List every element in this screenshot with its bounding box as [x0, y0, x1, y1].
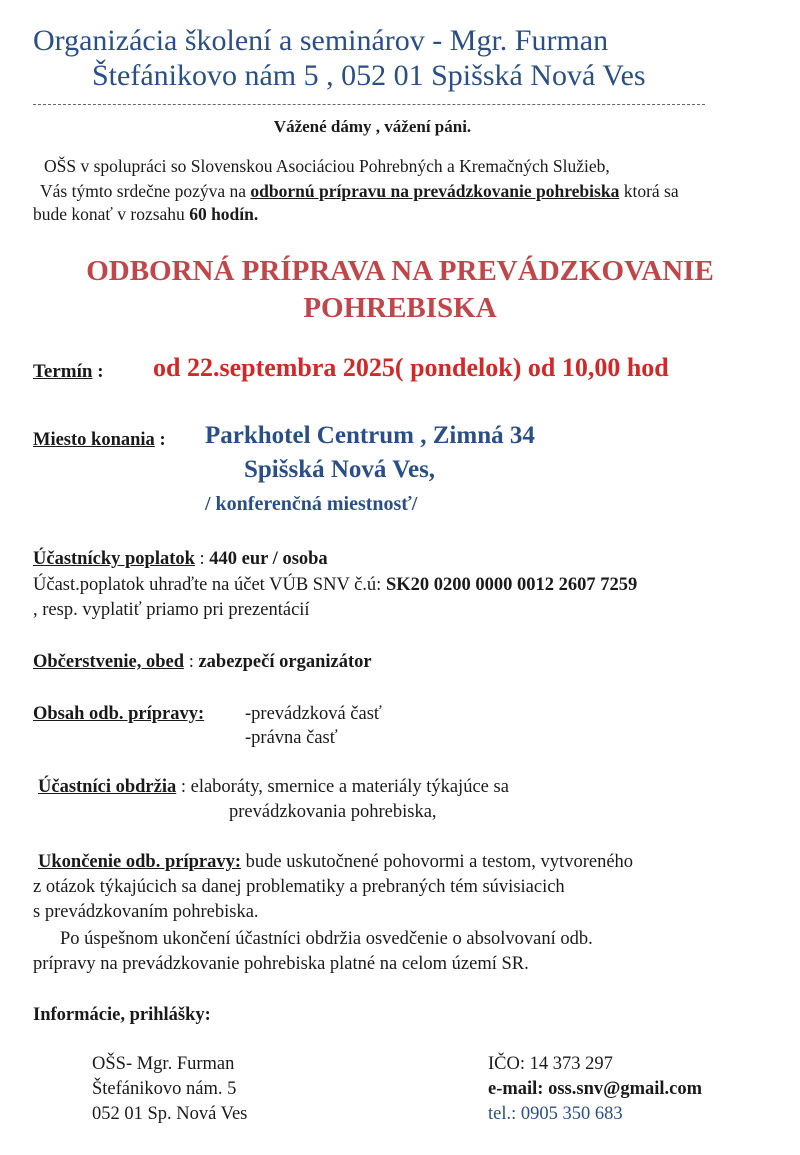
- venue-sep: :: [159, 430, 166, 450]
- header-divider: [33, 104, 705, 105]
- info-email[interactable]: e-mail: oss.snv@gmail.com: [488, 1079, 703, 1099]
- info-phone[interactable]: tel.: 0905 350 683: [488, 1104, 623, 1124]
- completion-line-5: prípravy na prevádzkovanie pohrebiska platné na celom území SR.: [33, 954, 529, 974]
- participants-line-1: : elaboráty, smernice a materiály týkajúce sa: [176, 777, 509, 797]
- participants-label: Účastníci obdržia: [38, 777, 177, 797]
- header-line-2: Štefánikovo nám 5 , 052 01 Spišská Nová Ves: [92, 59, 646, 92]
- venue-line-1: Parkhotel Centrum , Zimná 34: [205, 422, 535, 449]
- participants-line-2: prevádzkovania pohrebiska,: [229, 802, 437, 822]
- fee-iban: SK20 0200 0000 0012 2607 7259: [385, 575, 638, 595]
- refreshment-label: Občerstvenie, obed: [33, 652, 185, 672]
- completion-label: Ukončenie odb. prípravy:: [38, 852, 242, 872]
- content-item: -právna časť: [245, 728, 338, 748]
- term-sep: :: [97, 361, 104, 382]
- fee-payment-text: Účast.poplatok uhraďte na účet VÚB SNV č.ú:: [33, 575, 386, 595]
- participants-row: [38, 775, 509, 799]
- fee-sep: :: [194, 549, 210, 569]
- greeting: Vážené dámy , vážení páni.: [273, 117, 472, 136]
- header-line-1: Organizácia školení a seminárov - Mgr. Furman: [33, 24, 609, 57]
- info-ico: IČO: 14 373 297: [488, 1054, 613, 1074]
- completion-line-2: z otázok týkajúcich sa danej problematiky a prebraných tém súvisiacich: [33, 877, 565, 897]
- refreshment-value: zabezpečí organizátor: [198, 652, 372, 672]
- venue-label: Miesto konania: [33, 430, 155, 450]
- info-address-line: 052 01 Sp. Nová Ves: [92, 1104, 248, 1124]
- intro-line-1: OŠS v spolupráci so Slovenskou Asociáciou Pohrebných a Kremačných Služieb,: [44, 156, 610, 176]
- venue-line-3: / konferenčná miestnosť/: [205, 493, 418, 515]
- info-address-line: OŠS- Mgr. Furman: [92, 1054, 235, 1074]
- fee-value: 440 eur / osoba: [209, 549, 328, 569]
- intro-course-name: odbornú prípravu na prevádzkovanie pohrebiska: [250, 181, 620, 201]
- course-title-line-2: POHREBISKA: [303, 292, 497, 324]
- intro-hours: 60 hodín.: [189, 204, 259, 224]
- venue-label-row: [33, 430, 166, 451]
- refreshment-sep: :: [184, 652, 199, 672]
- fee-payment-line-1: [33, 573, 637, 597]
- completion-row: [38, 850, 633, 874]
- intro-line-2-prefix: Vás týmto srdečne pozýva na: [40, 181, 251, 201]
- content-item: -prevádzková časť: [245, 704, 382, 724]
- fee-payment-line-2: , resp. vyplatiť priamo pri prezentácií: [33, 600, 310, 620]
- refreshment-row: [33, 650, 372, 674]
- venue-line-2: Spišská Nová Ves,: [244, 456, 436, 483]
- completion-line-4: Po úspešnom ukončení účastníci obdržia osvedčenie o absolvovaní odb.: [60, 929, 593, 949]
- completion-line-3: s prevádzkovaním pohrebiska.: [33, 902, 259, 922]
- fee-label: Účastnícky poplatok: [33, 549, 195, 569]
- term-value: od 22.septembra 2025( pondelok) od 10,00 hod: [153, 353, 669, 382]
- info-heading: Informácie, prihlášky:: [33, 1005, 211, 1025]
- intro-line-3: [33, 202, 258, 226]
- info-address-line: Štefánikovo nám. 5: [92, 1079, 237, 1099]
- fee-row: [33, 547, 328, 571]
- course-title-line-1: ODBORNÁ PRÍPRAVA NA PREVÁDZKOVANIE: [86, 255, 714, 287]
- completion-line-1: bude uskutočnené pohovormi a testom, vytvoreného: [241, 852, 634, 872]
- intro-line-2-suffix: ktorá sa: [619, 181, 679, 201]
- term-label: Termín: [33, 361, 93, 382]
- intro-line-2: [40, 179, 679, 203]
- term-row: [33, 361, 104, 383]
- intro-line-3-prefix: bude konať v rozsahu: [33, 204, 190, 224]
- content-label: Obsah odb. prípravy:: [33, 704, 205, 724]
